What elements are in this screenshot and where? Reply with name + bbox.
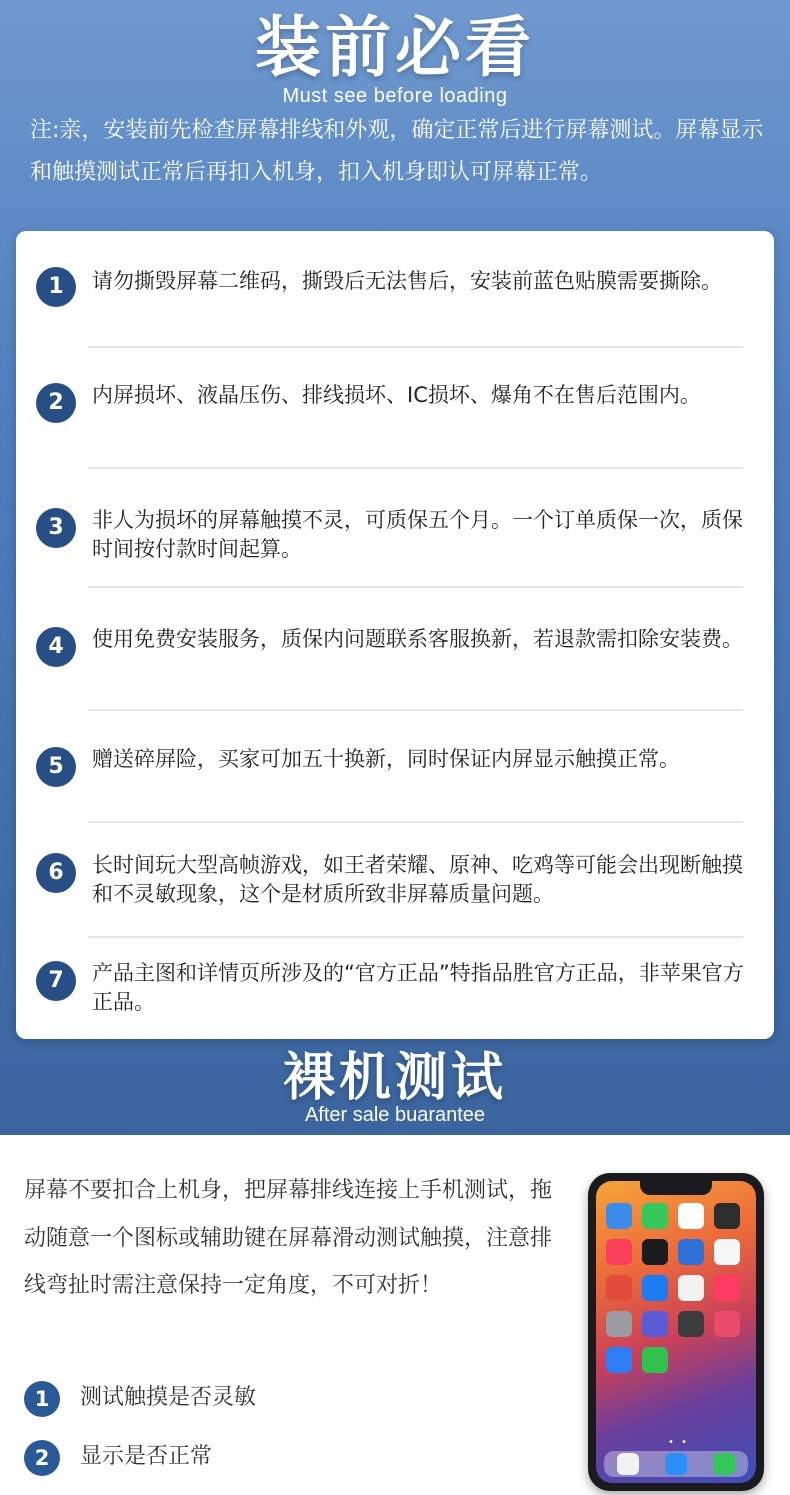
- notice-text: 非人为损坏的屏幕触摸不灵，可质保五个月。一个订单质保一次，质保时间按付款时间起算。: [92, 508, 743, 561]
- page-dots: • •: [668, 1437, 689, 1448]
- check-number-badge: 1: [24, 1381, 60, 1417]
- safari-app-icon: [665, 1453, 687, 1475]
- weather-app-icon: [678, 1239, 704, 1265]
- wechat-app-icon: [642, 1347, 668, 1373]
- section-title: 裸机测试: [282, 1048, 507, 1108]
- app-grid: [606, 1203, 746, 1373]
- notice-text: 内屏损坏、液晶压伤、排线损坏、IC损坏、爆角不在售后范围内。: [92, 383, 701, 407]
- assistive-touch-icon: [606, 1347, 632, 1373]
- phone-screen: [596, 1181, 756, 1483]
- health-app-icon: [714, 1275, 740, 1301]
- mail-app-icon: [606, 1203, 632, 1229]
- notice-number-badge: 4: [36, 627, 76, 667]
- phone-dock: [604, 1451, 748, 1477]
- notes-app-icon: [714, 1239, 740, 1265]
- notice-text: 使用免费安装服务，质保内问题联系客服换新，若退款需扣除安装费。: [92, 627, 743, 651]
- check-text: 显示是否正常: [80, 1444, 213, 1469]
- settings-app-icon: [606, 1311, 632, 1337]
- phone-notch: [640, 1181, 712, 1195]
- notice-card: [16, 231, 774, 1039]
- notice-number-badge: 1: [36, 267, 76, 307]
- notice-number-badge: 5: [36, 747, 76, 787]
- calendar-app-icon: [678, 1203, 704, 1229]
- smartphone-icon: [588, 1173, 764, 1491]
- divider: [88, 467, 743, 469]
- section-subtitle: After sale buarantee: [304, 1104, 486, 1126]
- facetime-app-icon: [642, 1203, 668, 1229]
- notice-text: 请勿撕毁屏幕二维码，撕毁后无法售后，安装前蓝色贴膜需要撕除。: [92, 269, 722, 293]
- notice-text: 赠送碎屏险，买家可加五十换新，同时保证内屏显示触摸正常。: [92, 747, 680, 771]
- test-section: [0, 1135, 790, 1495]
- notice-text: 产品主图和详情页所涉及的“官方正品”特指品胜官方正品，非苹果官方正品。: [92, 961, 744, 1014]
- files-app-icon: [642, 1275, 668, 1301]
- divider: [88, 346, 743, 348]
- page-subtitle: Must see before loading: [282, 85, 508, 107]
- notice-number-badge: 2: [36, 383, 76, 423]
- notice-number-badge: 6: [36, 853, 76, 893]
- divider: [88, 709, 743, 711]
- notice-number-badge: 3: [36, 508, 76, 548]
- check-text: 测试触摸是否灵敏: [80, 1385, 257, 1410]
- divider: [88, 821, 743, 823]
- test-description: 屏幕不要扣合上机身，把屏幕排线连接上手机测试，拖动随意一个图标或辅助键在屏幕滑动测试触摸，注意排线弯扯时需注意保持一定角度，不可对折！: [24, 1178, 553, 1298]
- podcasts-app-icon: [606, 1275, 632, 1301]
- clock-app-icon: [642, 1239, 668, 1265]
- check-number-badge: 2: [24, 1440, 60, 1476]
- divider: [88, 586, 743, 588]
- itunes-app-icon: [714, 1311, 740, 1337]
- wallet-app-icon: [678, 1311, 704, 1337]
- page-title: 装前必看: [255, 9, 535, 86]
- divider: [88, 936, 743, 938]
- phone-app-icon: [617, 1453, 639, 1475]
- photos-app-icon: [714, 1203, 740, 1229]
- notice-number-badge: 7: [36, 961, 76, 1001]
- notice-text: 长时间玩大型高帧游戏，如王者荣耀、原神、吃鸡等可能会出现断触摸和不灵敏现象，这个是材质所致非屏幕质量问题。: [92, 853, 743, 906]
- messages-app-icon: [713, 1453, 735, 1475]
- intro-note: 注:亲，安装前先检查屏幕排线和外观，确定正常后进行屏幕测试。屏幕显示和触摸测试正常后再扣入机身，扣入机身即认可屏幕正常。: [30, 118, 764, 185]
- reminders-app-icon: [678, 1275, 704, 1301]
- app-store-icon: [642, 1311, 668, 1337]
- music-app-icon: [606, 1239, 632, 1265]
